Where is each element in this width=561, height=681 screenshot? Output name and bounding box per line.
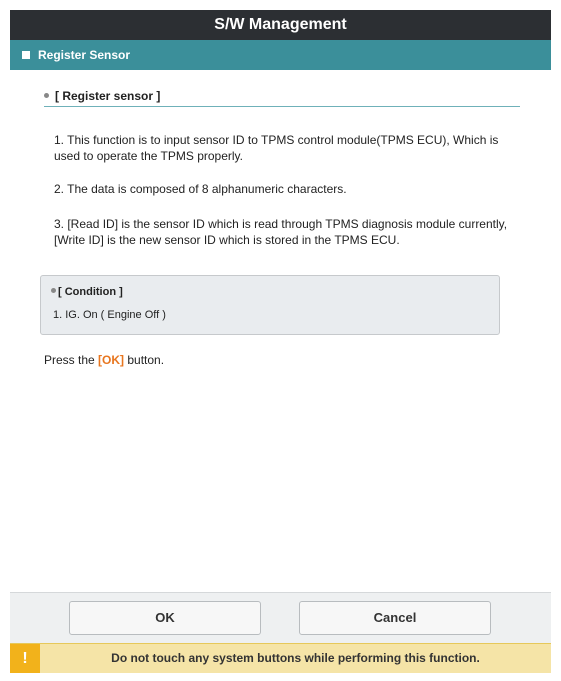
instruction-keyword: [OK] [98,353,125,367]
paragraph-2: 2. The data is composed of 8 alphanumeric characters. [54,182,347,196]
instruction-prefix: Press the [44,353,99,367]
warning-icon: ! [10,644,40,673]
bullet-dot-icon [44,93,49,98]
button-bar [10,592,551,643]
bullet-dot-icon [51,288,56,293]
section-title: [ Register sensor ] [55,89,161,103]
cancel-button[interactable]: Cancel [299,601,491,635]
paragraph-3: 3. [Read ID] is the sensor ID which is read through TPMS diagnosis module currently, [Write ID] is the new sensor ID which is stored in the TPMS ECU. [54,217,508,247]
subheader-title: Register Sensor [38,48,131,62]
condition-title-text: [ Condition ] [58,286,123,298]
paragraph-1: 1. This function is to input sensor ID to TPMS control module(TPMS ECU), Which is used to operate the TPMS properly. [54,133,499,163]
ok-button[interactable]: OK [69,601,261,635]
condition-title [51,286,123,298]
window-title: S/W Management [10,10,551,40]
app-window [10,10,551,672]
section-header [44,86,520,107]
square-bullet-icon [22,51,30,59]
instruction-text [44,353,164,367]
section-content [44,86,520,247]
condition-item: 1. IG. On ( Engine Off ) [53,309,166,321]
instruction-suffix: button. [124,353,165,367]
warning-text: Do not touch any system buttons while performing this function. [111,651,480,665]
subheader-bar [10,40,551,70]
condition-box [40,275,500,335]
